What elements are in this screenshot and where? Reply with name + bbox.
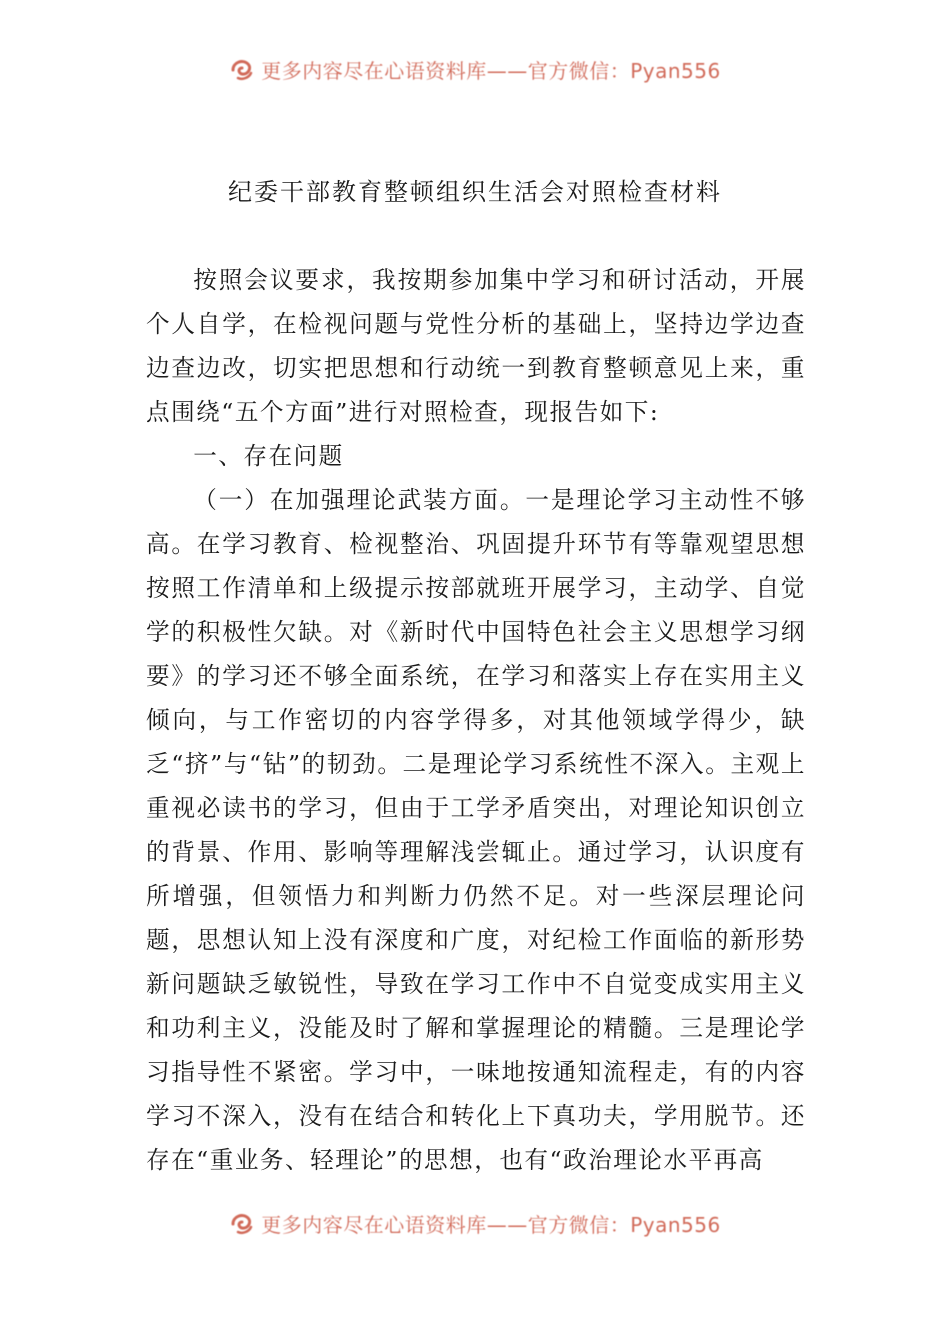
swirl-logo-icon <box>229 1210 255 1236</box>
watermark-text-bottom: 更多内容尽在心语资料库——官方微信：Pyan556 <box>261 1212 721 1237</box>
watermark-banner-top <box>0 52 950 86</box>
watermark-banner-bottom <box>0 1206 950 1240</box>
paragraph-theory: （一）在加强理论武装方面。一是理论学习主动性不够高。在学习教育、检视整治、巩固提升环节有等靠观望思想按照工作清单和上级提示按部就班开展学习，主动学、自觉学的积极性欠缺。对《新时代中国特色社会主义思想学习纲要》的学习还不够全面系统，在学习和落实上存在实用主义倾向，与工作密切的内容学得多，对其他领域学得少，缺乏“挤”与“钻”的韧劲。二是理论学习系统性不深入。主观上重视必读书的学习，但由于工学矛盾突出，对理论知识创立的背景、作用、影响等理解浅尝辄止。通过学习，认识度有所增强，但领悟力和判断力仍然不足。对一些深层理论问题，思想认知上没有深度和广度，对纪检工作面临的新形势新问题缺乏敏锐性，导致在学习工作中不自觉变成实用主义和功利主义，没能及时了解和掌握理论的精髓。三是理论学习指导性不紧密。学习中，一味地按通知流程走，有的内容学习不深入，没有在结合和转化上下真功夫，学用脱节。还存在“重业务、轻理论”的思想，也有“政治理论水平再高 <box>146 486 806 1174</box>
paragraph-intro: 按照会议要求，我按期参加集中学习和研讨活动，开展个人自学，在检视问题与党性分析的基础上，坚持边学边查边查边改，切实把思想和行动统一到教育整顿意见上来，重点围绕“五个方面”进行对照检查，现报告如下: <box>146 266 806 426</box>
document-body <box>146 258 806 1182</box>
swirl-logo-icon <box>229 56 255 82</box>
section-heading: 一、存在问题 <box>193 442 344 470</box>
watermark-text-top: 更多内容尽在心语资料库——官方微信：Pyan556 <box>261 58 721 83</box>
page-title: 纪委干部教育整顿组织生活会对照检查材料 <box>228 178 722 206</box>
